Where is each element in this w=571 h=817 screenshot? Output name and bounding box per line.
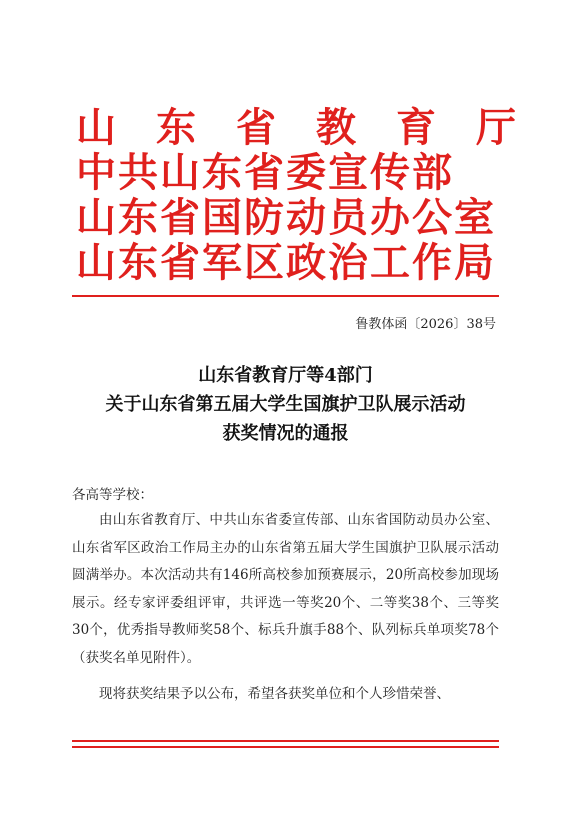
issuer-line-4: 山东省军区政治工作局 [76, 239, 496, 286]
salutation: 各高等学校： [72, 487, 153, 503]
footer-divider-bottom [72, 746, 499, 748]
body-paragraph-2: 现将获奖结果予以公布，希望各获奖单位和个人珍惜荣誉、 [99, 686, 450, 702]
footer-divider-top [72, 740, 499, 742]
issuer-line-3: 山东省国防动员办公室 [76, 194, 496, 241]
document-title-line-2: 关于山东省第五届大学生国旗护卫队展示活动 [105, 394, 466, 415]
body-paragraph-1: 由山东省教育厅、中共山东省委宣传部、山东省国防动员办公室、山东省军区政治工作局主办的山东省第五届大学生国旗护卫队展示活动圆满举办。本次活动共有146所高校参加预赛展示，20所高校参加现场展示。经专家评委组评审，共评选一等奖20个、二等奖38个、三等奖30个，优秀指导教师奖58个、标兵升旗手88个、队列标兵单项奖78个（获奖名单见附件）。 [72, 512, 499, 666]
document-title-line-3: 获奖情况的通报 [222, 423, 349, 444]
issuer-line-2: 中共山东省委宣传部 [76, 149, 454, 196]
header-divider [72, 295, 499, 297]
document-number: 鲁教体函〔2026〕38号 [355, 317, 496, 332]
document-title-line-1: 山东省教育厅等4部门 [198, 365, 373, 386]
issuer-line-1: 山东省教育厅 [76, 104, 556, 151]
